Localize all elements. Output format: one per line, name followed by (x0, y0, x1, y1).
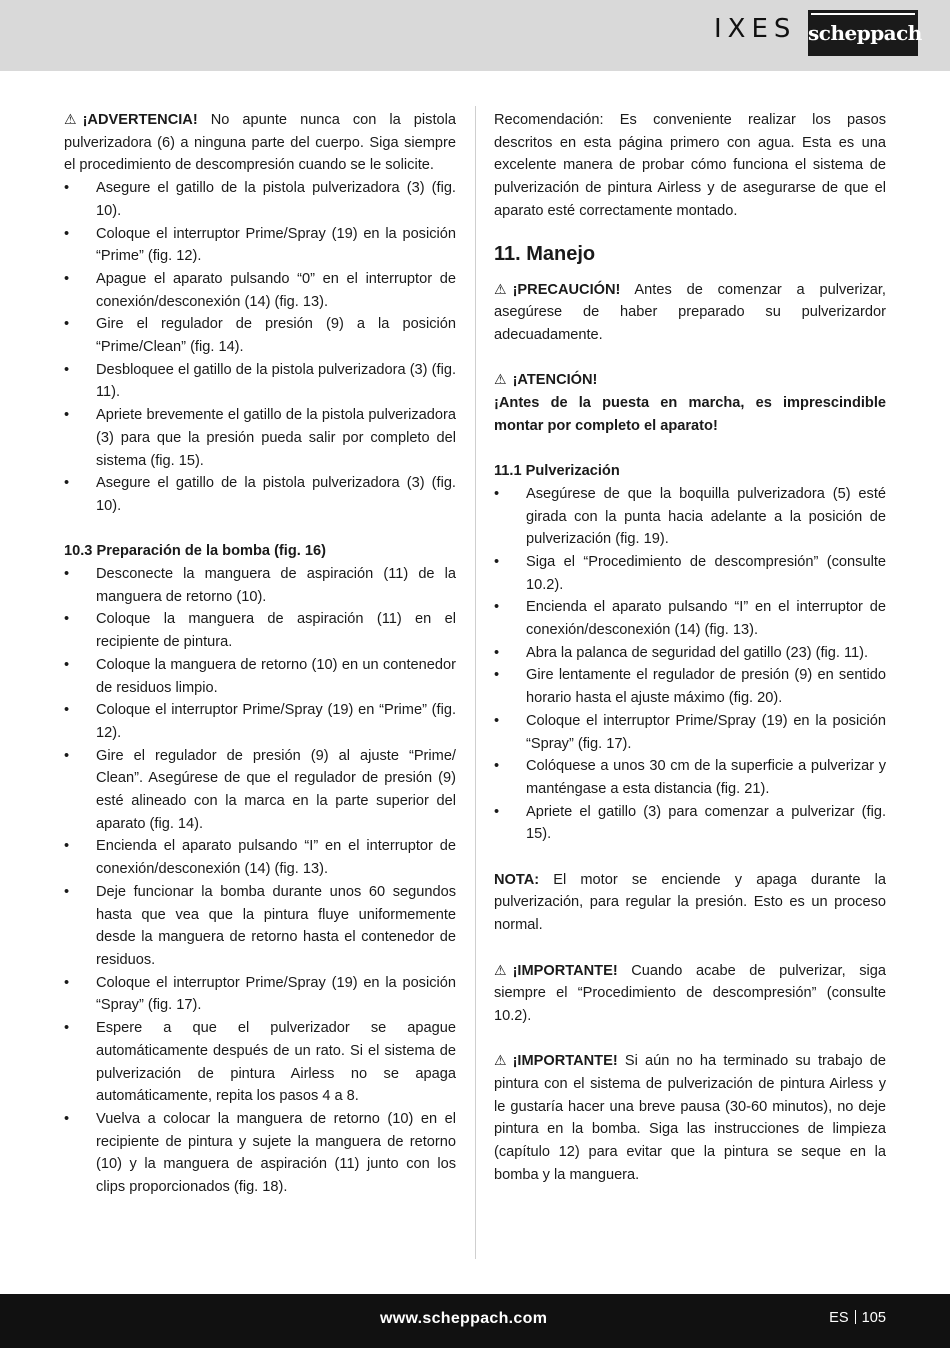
list-item: • Coloque el interruptor Prime/Spray (19) en la posición “Spray” (fig. 17). (494, 710, 886, 755)
ixes-logo: IXES (714, 14, 797, 44)
list-item: • Coloque el interruptor Prime/Spray (19) en la posición “Prime” (fig. 12). (64, 223, 456, 268)
depressurize-steps-list (64, 177, 456, 518)
list-item: • Encienda el aparato pulsando “I” en el interruptor de conexión/desconexión (14) (fig. 13). (494, 596, 886, 641)
list-item: • Siga el “Procedimiento de descompresión” (consulte 10.2). (494, 551, 886, 596)
list-item: • Asegúrese de que la boquilla pulverizadora (5) esté girada con la punta hacia adelante a la posición de pulverización (fig. 19). (494, 483, 886, 551)
list-item: • Coloque el interruptor Prime/Spray (19) en la posición “Spray” (fig. 17). (64, 972, 456, 1017)
list-item: • Colóquese a unos 30 cm de la superficie a pulverizar y manténgase a esta distancia (fig. 21). (494, 755, 886, 800)
list-item: • Gire lentamente el regulador de presión (9) en sentido horario hasta el ajuste máximo (fig. 20). (494, 664, 886, 709)
spraying-steps-list (494, 483, 886, 846)
important-paragraph-1 (494, 960, 886, 1028)
list-item: • Desbloquee el gatillo de la pistola pulverizadora (3) (fig. 11). (64, 359, 456, 404)
list-item: • Apague el aparato pulsando “0” en el interruptor de conexión/desconexión (14) (fig. 13). (64, 268, 456, 313)
page-number-value: 105 (861, 1310, 886, 1326)
right-column (494, 109, 886, 1187)
warning-paragraph (64, 109, 456, 177)
list-item: • Deje funcionar la bomba durante unos 60 segundos hasta que vea que la pintura fluye uniformemente desde la manguera de retorno hasta el contenedor de residuos. (64, 881, 456, 972)
list-item: • Coloque la manguera de aspiración (11) en el recipiente de pintura. (64, 608, 456, 653)
spraying-heading: 11.1 Pulverización (494, 463, 620, 480)
warning-triangle-icon: ⚠ (64, 112, 77, 128)
list-item: • Gire el regulador de presión (9) al ajuste “Prime/ Clean”. Asegúrese de que el regulador de presión (9) esté alineado con la marca en la parte superior del aparato (fig. 14). (64, 745, 456, 836)
list-item: • Desconecte la manguera de aspiración (11) de la manguera de retorno (10). (64, 563, 456, 608)
warning-triangle-icon: ⚠ (494, 962, 507, 979)
list-item: • Asegure el gatillo de la pistola pulverizadora (3) (fig. 10). (64, 177, 456, 222)
warning-triangle-icon: ⚠ (494, 1053, 507, 1070)
attention-text: ¡Antes de la puesta en marcha, es imprescindible montar por completo el aparato! (494, 395, 886, 434)
list-item: • Vuelva a colocar la manguera de retorno (10) en el recipiente de pintura y sujete la manguera de retorno (10) y la manguera de aspiración (11) junto con los clips proporcionados (fig. 18). (64, 1108, 456, 1199)
precaution-text: Antes de comenzar a pulverizar, asegúrese de haber preparado su pulverizardor adecuadamente. (494, 281, 886, 343)
precaution-paragraph (494, 279, 886, 347)
left-column (64, 109, 456, 1199)
column-divider (475, 106, 476, 1259)
warning-triangle-icon: ⚠ (494, 281, 507, 298)
website-url: www.scheppach.com (380, 1310, 548, 1327)
list-item: • Coloque el interruptor Prime/Spray (19) en “Prime” (fig. 12). (64, 699, 456, 744)
important-text: Cuando acabe de pulverizar, siga siempre el “Procedimiento de descompresión” (consulte 10.2). (494, 962, 886, 1024)
attention-paragraph (494, 369, 886, 392)
note-paragraph (494, 869, 886, 937)
page-header (0, 0, 950, 71)
pump-preparation-list (64, 563, 456, 1199)
precaution-label: ¡PRECAUCIÓN! (512, 281, 621, 298)
warning-label: ¡ADVERTENCIA! (82, 112, 198, 128)
list-item: • Coloque la manguera de retorno (10) en un contenedor de residuos limpio. (64, 654, 456, 699)
list-item: • Apriete el gatillo (3) para comenzar a pulverizar (fig. 15). (494, 801, 886, 846)
list-item: • Espere a que el pulverizador se apague automáticamente después de un rato. Si el sistema de pulverización de pintura Airless no se apaga automáticamente, repita los pasos 4 a 8. (64, 1017, 456, 1108)
important-label: ¡IMPORTANTE! (512, 1053, 618, 1070)
note-text: El motor se enciende y apaga durante la pulverización, para regular la presión. Esto es un proceso normal. (494, 871, 886, 934)
scheppach-logo: scheppach (808, 10, 918, 56)
page-footer (0, 1294, 950, 1348)
language-code: ES (829, 1310, 849, 1326)
attention-label: ¡ATENCIÓN! (512, 372, 598, 389)
important-text: Si aún no ha terminado su trabajo de pintura con el sistema de pulverización de pintura Airless y le gustaría hacer una breve pausa (30-60 minutos), no deje pintura en la bomba. Siga las instrucciones de limpieza (capítulo 12) para evitar que la pintura se seque en la bomba y la manguera. (494, 1053, 886, 1183)
recommendation-paragraph: Recomendación: Es conveniente realizar los pasos descritos en esta página primero con agua. Esta es una excelente manera de probar cómo funciona el sistema de pulverización de pintura Airless y de asegurarse de que el aparato esté correctamente montado. (494, 112, 886, 219)
list-item: • Encienda el aparato pulsando “I” en el interruptor de conexión/desconexión (14) (fig. 13). (64, 835, 456, 880)
warning-triangle-icon: ⚠ (494, 372, 507, 389)
important-paragraph-2 (494, 1050, 886, 1186)
separator (855, 1310, 856, 1324)
page-number (829, 1310, 886, 1326)
warning-text: No apunte nunca con la pistola pulverizadora (6) a ninguna parte del cuerpo. Siga siempre el procedimiento de descompresión cuando se le solicite. (64, 112, 456, 174)
important-label: ¡IMPORTANTE! (512, 962, 618, 979)
list-item: • Abra la palanca de seguridad del gatillo (23) (fig. 11). (494, 642, 886, 665)
list-item: • Apriete brevemente el gatillo de la pistola pulverizadora (3) para que la presión pueda salir por completo del sistema (fig. 15). (64, 404, 456, 472)
pump-preparation-heading: 10.3 Preparación de la bomba (fig. 16) (64, 543, 326, 560)
list-item: • Gire el regulador de presión (9) a la posición “Prime/Clean” (fig. 14). (64, 313, 456, 358)
section-title: 11. Manejo (494, 242, 596, 265)
list-item: • Asegure el gatillo de la pistola pulverizadora (3) (fig. 10). (64, 472, 456, 517)
note-label: NOTA: (494, 871, 540, 888)
